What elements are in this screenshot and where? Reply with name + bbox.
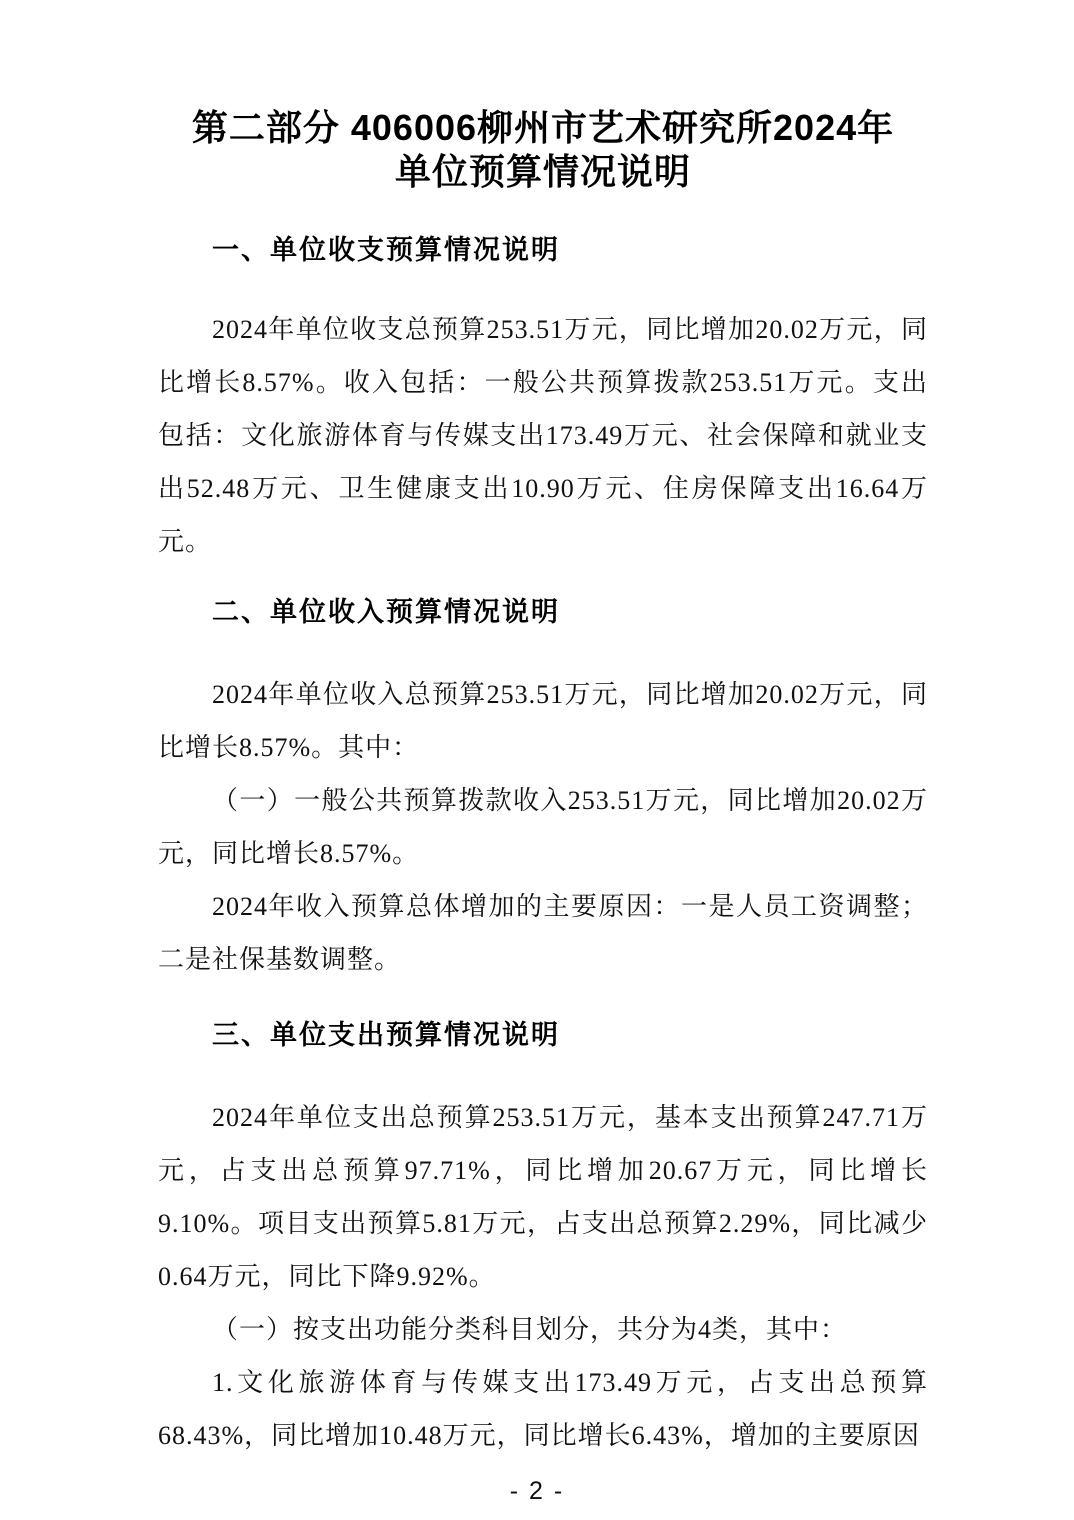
section-heading-expenditure: 三、单位支出预算情况说明 (212, 1020, 560, 1050)
document-title-line-2: 单位预算情况说明 (394, 151, 691, 192)
section-heading-income: 二、单位收入预算情况说明 (212, 597, 560, 627)
paragraph: （一）按支出功能分类科目划分，共分为4类，其中： (212, 1315, 848, 1344)
paragraph: 2024年单位收支总预算253.51万元，同比增加20.02万元，同比增长8.57%。收入包括：一般公共预算拨款253.51万元。支出包括：文化旅游体育与传媒支出173.49万元、社会保障和就业支出52.48万元、卫生健康支出10.90万元、住房保障支出16.64万元。 (158, 315, 928, 556)
paragraph: 1.文化旅游体育与传媒支出173.49万元，占支出总预算68.43%，同比增加10.48万元，同比增长6.43%，增加的主要原因 (158, 1368, 928, 1450)
paragraph: 2024年单位支出总预算253.51万元，基本支出预算247.71万元，占支出总预算97.71%，同比增加20.67万元，同比增长9.10%。项目支出预算5.81万元，占支出总预算2.29%，同比减少0.64万元，同比下降9.92%。 (158, 1103, 928, 1291)
page-number: - 2 - (509, 1477, 565, 1505)
paragraph: 2024年单位收入总预算253.51万元，同比增加20.02万元，同比增长8.57%。其中： (158, 680, 928, 762)
paragraph: 2024年收入预算总体增加的主要原因：一是人员工资调整；二是社保基数调整。 (158, 892, 928, 974)
document-title-line-1: 第二部分 406006柳州市艺术研究所2024年 (191, 107, 895, 148)
section-heading-income-expenditure: 一、单位收支预算情况说明 (212, 235, 560, 265)
paragraph: （一）一般公共预算拨款收入253.51万元，同比增加20.02万元，同比增长8.57%。 (158, 786, 928, 868)
document-title (158, 106, 928, 194)
